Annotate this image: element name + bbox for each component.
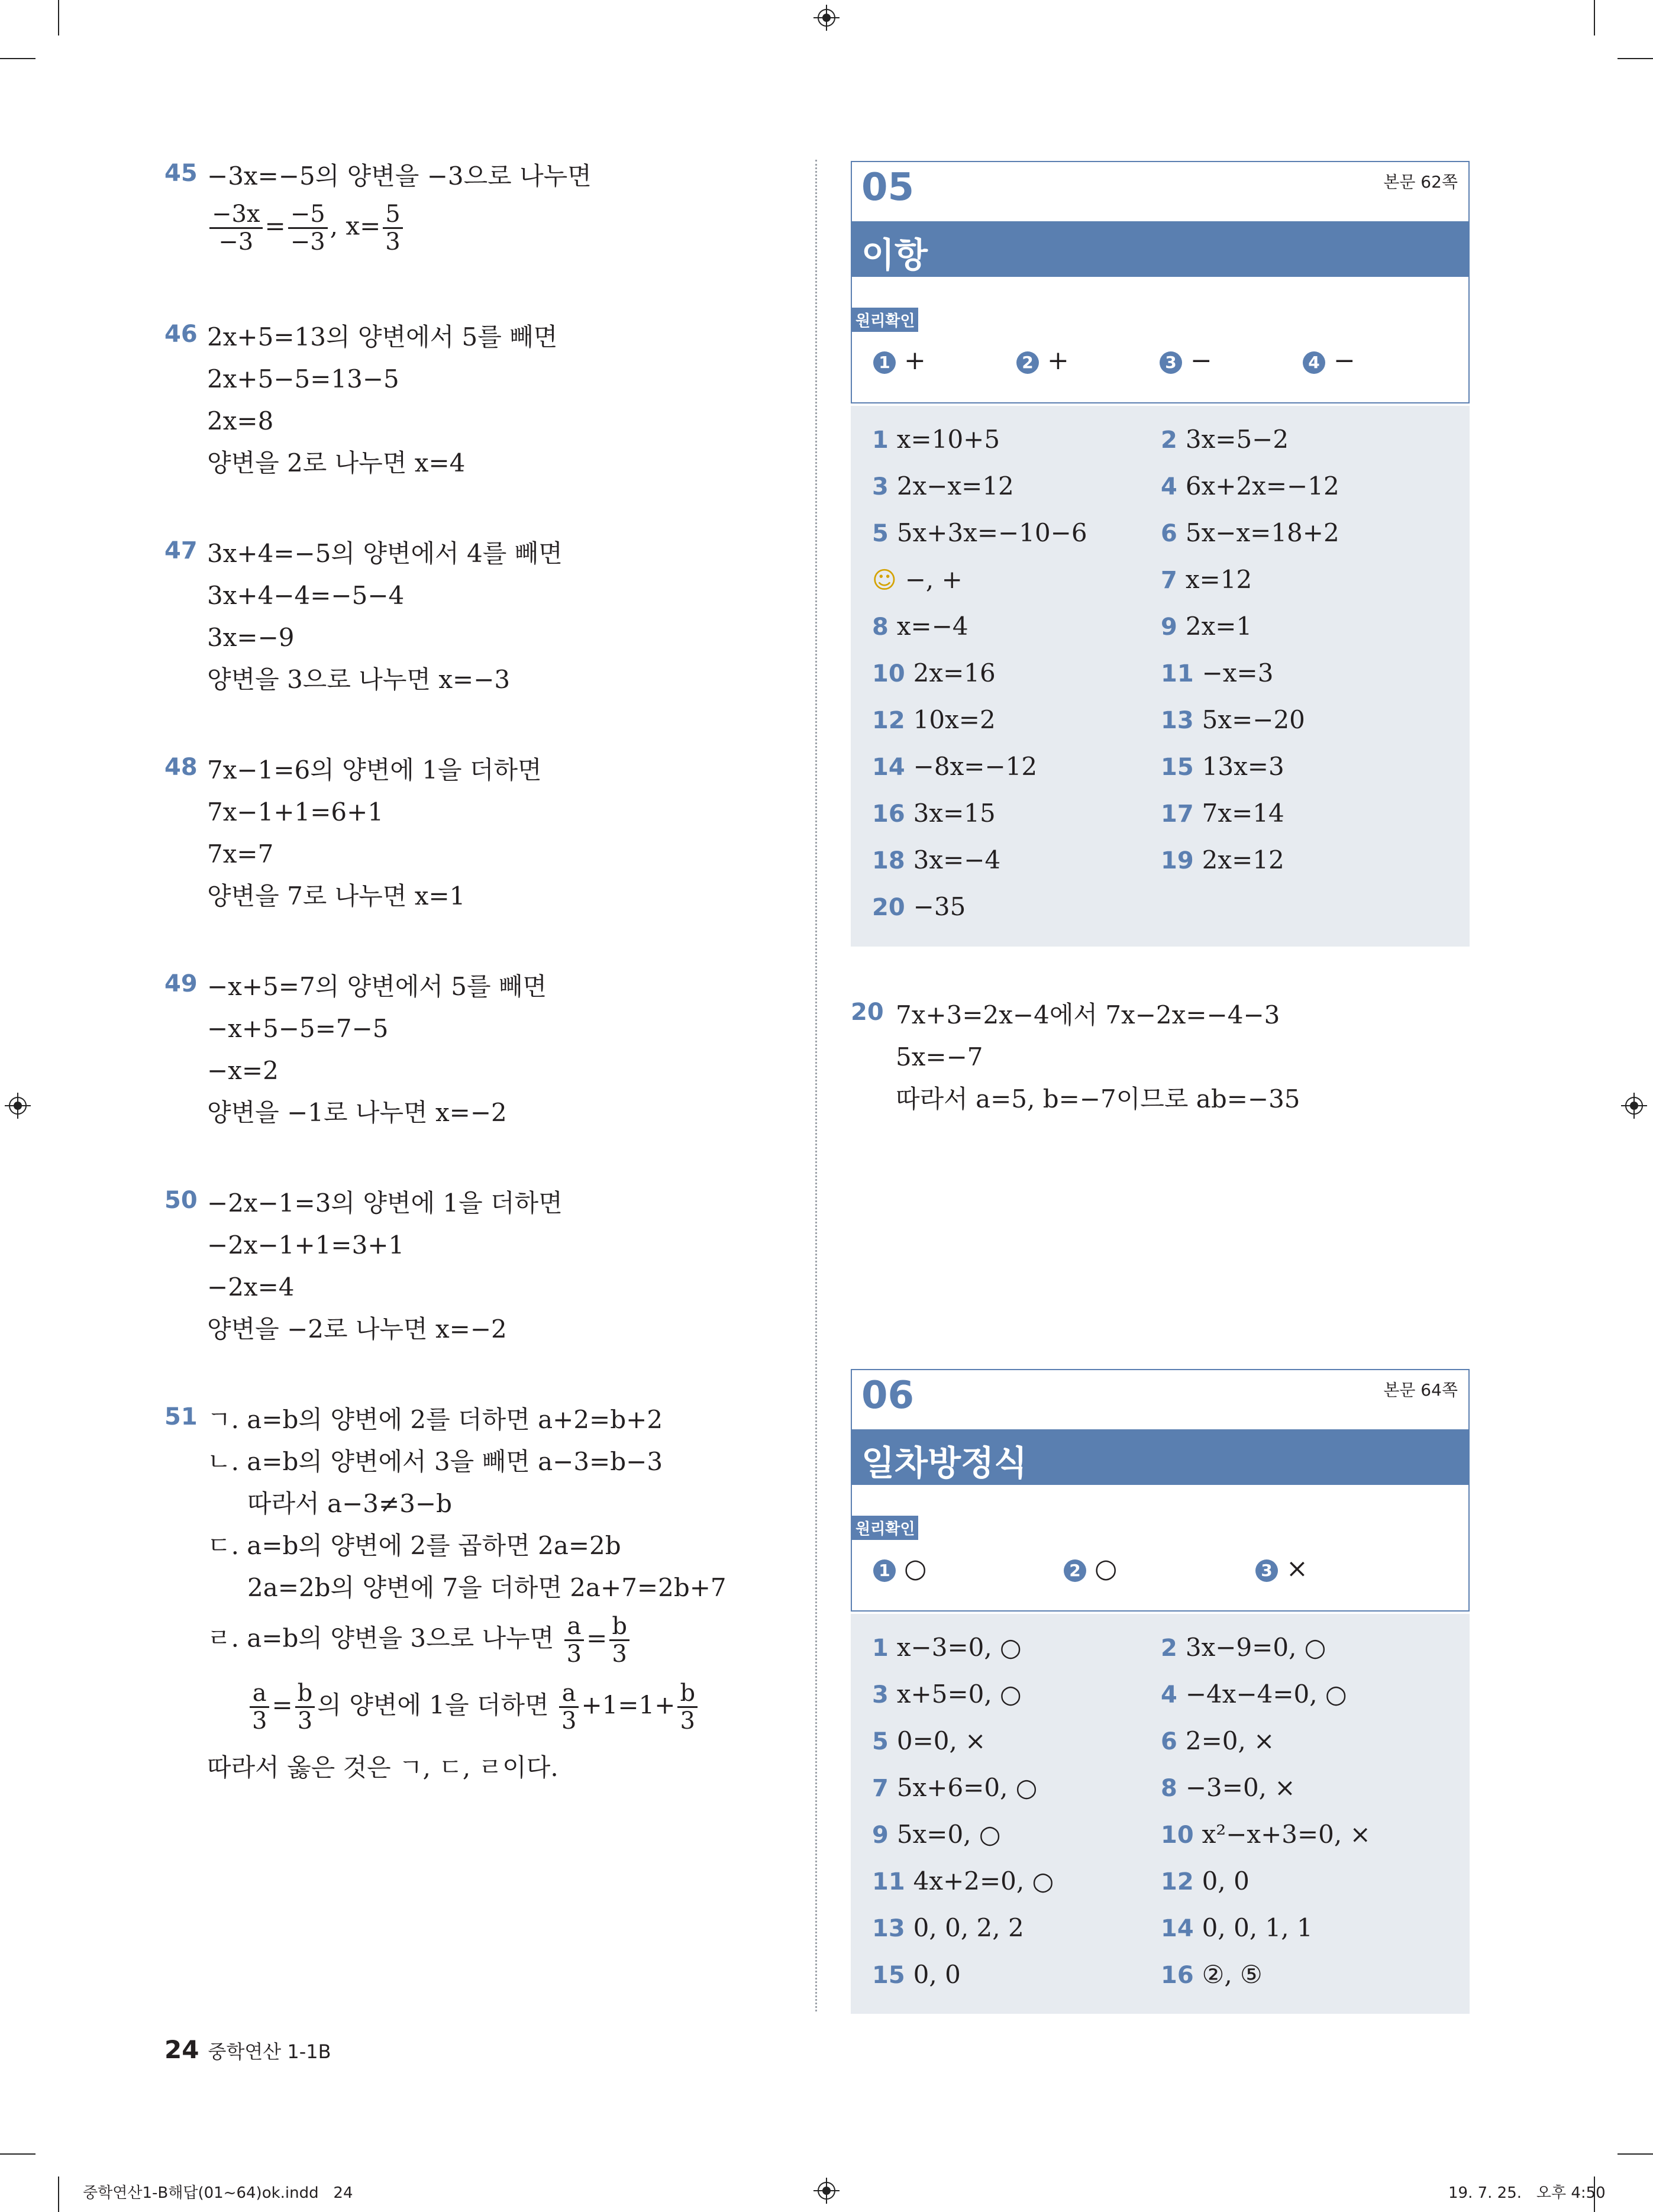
solution-line: 7x−1+1=6+1 [207,797,384,826]
problem-number: 46 [164,321,198,348]
problem-number: 51 [164,1403,198,1430]
answer-item: 18 3x=−4 [872,845,1001,874]
solution-fraction-line: $\frac{a}{3}$ = $\frac{b}{3}$ 의 양변에 1을 더하면 $\frac{a}{3}$ +1=1+ $\frac{b}{3}$ [247,1680,700,1734]
solution-line: 3x=−9 [207,623,295,652]
problem-number: 49 [164,970,198,997]
answer-item: 20 −35 [872,892,966,921]
principle-item: 1 + [873,345,926,376]
section-header-box [851,1369,1470,1612]
solution-line: 3x+4=−5의 양변에서 4를 빼면 [207,539,563,568]
solution-line: 5x=−7 [896,1042,983,1071]
answer-item: 8 −3=0, × [1161,1773,1296,1802]
fraction: $\frac{b}{3}$ [609,1613,629,1667]
answer-item: 15 0, 0 [872,1960,961,1989]
answer-item: 12 10x=2 [872,705,996,734]
answer-item: 4 −4x−4=0, ○ [1161,1680,1347,1709]
page-footer [164,2035,331,2064]
answer-item: 16 ②, ⑤ [1161,1960,1263,1989]
section-title-bar [851,1429,1470,1485]
fraction: $\frac{-3x}{-3}$ [209,201,263,255]
crop-mark [58,0,59,35]
registration-mark-icon [813,5,840,31]
principle-item: 1 ○ [873,1554,926,1584]
solution-line: 2x+5−5=13−5 [207,364,399,393]
answer-item: 11 −x=3 [1161,658,1274,687]
crop-mark [0,58,35,59]
solution-line: −2x−1=3의 양변에 1을 더하면 [207,1189,563,1218]
principle-tag: 원리확인 [852,1516,918,1540]
answer-item: 15 13x=3 [1161,752,1284,781]
fraction: $\frac{b}{3}$ [295,1680,315,1734]
fraction: $\frac{a}{3}$ [250,1680,269,1734]
solution-line: 양변을 3으로 나누면 x=−3 [207,665,511,694]
problem-number: 48 [164,754,198,781]
book-title: 중학연산 1-1B [208,2040,331,2063]
answer-item: 11 4x+2=0, ○ [872,1867,1054,1895]
solution-line: 따라서 옳은 것은 ㄱ, ㄷ, ㄹ이다. [207,1753,558,1782]
answer-item: 16 3x=15 [872,799,996,828]
answer-item: 6 2=0, × [1161,1726,1275,1755]
fraction: $\frac{5}{3}$ [383,201,402,255]
solution-line: −x+5=7의 양변에서 5를 빼면 [207,972,547,1001]
registration-mark-icon [1621,1093,1647,1119]
principle-tag: 원리확인 [852,308,918,332]
crop-mark [1618,58,1653,59]
fraction: $\frac{a}{3}$ [564,1613,584,1667]
section-title: 일차방정식 [861,1443,1028,1483]
solution-fraction-line: $\frac{-3x}{-3}$ = $\frac{-5}{-3}$ , x= $\frac{5}{3}$ [207,201,405,255]
solution-line: 2x+5=13의 양변에서 5를 빼면 [207,322,558,351]
section-05 [851,161,1470,948]
solution-line: −x=2 [207,1056,279,1085]
section-page-ref: 본문 64쪽 [1383,1380,1458,1400]
solution-line: 7x+3=2x−4에서 7x−2x=−4−3 [896,1000,1280,1029]
answer-item: 9 2x=1 [1161,612,1252,641]
solution-line: −x+5−5=7−5 [207,1014,389,1043]
fraction: $\frac{a}{3}$ [559,1680,579,1734]
answer-item: 3 x+5=0, ○ [872,1680,1022,1709]
solution-line: ㄷ. a=b의 양변에 2를 곱하면 2a=2b [207,1531,621,1560]
principle-item: 3 − [1160,345,1212,376]
solution-line: 따라서 a=5, b=−7이므로 ab=−35 [896,1084,1300,1113]
principle-item: 3 × [1255,1554,1308,1584]
answer-item: 1 x−3=0, ○ [872,1633,1022,1662]
answer-item: 14 −8x=−12 [872,752,1038,781]
crop-mark [58,2177,59,2212]
solution-line: 7x=7 [207,839,274,868]
solution-line: 2a=2b의 양변에 7을 더하면 2a+7=2b+7 [247,1573,727,1602]
solution-line: −3x=−5의 양변을 −3으로 나누면 [207,162,592,190]
answer-item: 1 x=10+5 [872,425,1000,454]
answer-item: 17 7x=14 [1161,799,1284,828]
page-number: 24 [164,2035,199,2064]
answer-item: ☺ −, + [872,565,963,594]
answer-item: 13 0, 0, 2, 2 [872,1913,1024,1942]
section-number: 05 [861,166,915,209]
registration-mark-icon [5,1093,31,1119]
registration-mark-icon [813,2178,840,2204]
solution-line: 2x=8 [207,406,274,435]
solution-line: 양변을 2로 나누면 x=4 [207,448,466,477]
answer-item: 14 0, 0, 1, 1 [1161,1913,1313,1942]
solution-line: ㄴ. a=b의 양변에서 3을 빼면 a−3=b−3 [207,1447,663,1476]
solution-line: −2x−1+1=3+1 [207,1231,405,1260]
section-number: 06 [861,1374,915,1417]
section-title: 이항 [861,235,928,275]
crop-mark [0,2153,35,2155]
section-06 [851,1369,1470,2014]
principle-item: 2 ○ [1064,1554,1117,1584]
answer-item: 12 0, 0 [1161,1867,1250,1895]
answer-item: 8 x=−4 [872,612,968,641]
answer-item: 2 3x−9=0, ○ [1161,1633,1326,1662]
answer-item: 6 5x−x=18+2 [1161,518,1339,547]
solution-line: 양변을 7로 나누면 x=1 [207,881,466,910]
principle-item: 4 − [1303,345,1355,376]
principle-item: 2 + [1016,345,1069,376]
problem-number: 50 [164,1187,198,1214]
fraction: $\frac{-5}{-3}$ [288,201,328,255]
column-divider [815,160,817,2011]
answer-item: 10 2x=16 [872,658,996,687]
answer-item: 7 x=12 [1161,565,1252,594]
crop-mark [1594,0,1595,35]
problem-number: 45 [164,160,198,187]
fraction: $\frac{b}{3}$ [677,1680,698,1734]
solution-line: ㄱ. a=b의 양변에 2를 더하면 a+2=b+2 [207,1405,663,1434]
answer-panel [851,1614,1470,2014]
solution-fraction-line: ㄹ. a=b의 양변을 3으로 나누면 $\frac{a}{3}$ = $\frac{b}{3}$ [207,1613,632,1667]
answer-item: 13 5x=−20 [1161,705,1305,734]
section-page-ref: 본문 62쪽 [1383,172,1458,192]
problem-number: 47 [164,537,198,564]
answer-item: 4 6x+2x=−12 [1161,472,1339,500]
solution-20 [851,999,1466,1135]
print-date: 19. 7. 25. 오후 4:50 [1448,2184,1606,2202]
answer-item: 7 5x+6=0, ○ [872,1773,1038,1802]
solution-line: 3x+4−4=−5−4 [207,581,405,610]
answer-item: 3 2x−x=12 [872,472,1014,500]
solution-line: 7x−1=6의 양변에 1을 더하면 [207,755,542,784]
solution-line: −2x=4 [207,1273,295,1302]
answer-panel [851,406,1470,947]
solution-line: 따라서 a−3≠3−b [247,1489,453,1518]
answer-item: 5 0=0, × [872,1726,986,1755]
crop-mark [1618,2153,1653,2155]
answer-item: 10 x²−x+3=0, × [1161,1820,1371,1849]
solution-line: 양변을 −1로 나누면 x=−2 [207,1098,507,1127]
solution-line: 양변을 −2로 나누면 x=−2 [207,1315,507,1344]
answer-item: 9 5x=0, ○ [872,1820,1001,1849]
answer-item: 2 3x=5−2 [1161,425,1289,454]
answer-item: 19 2x=12 [1161,845,1284,874]
problem-number: 20 [851,999,884,1026]
file-slug: 중학연산1-B해답(01~64)ok.indd 24 [83,2184,353,2202]
smiley-icon: ☺ [872,567,897,594]
answer-item: 5 5x+3x=−10−6 [872,518,1087,547]
section-title-bar [851,221,1470,277]
